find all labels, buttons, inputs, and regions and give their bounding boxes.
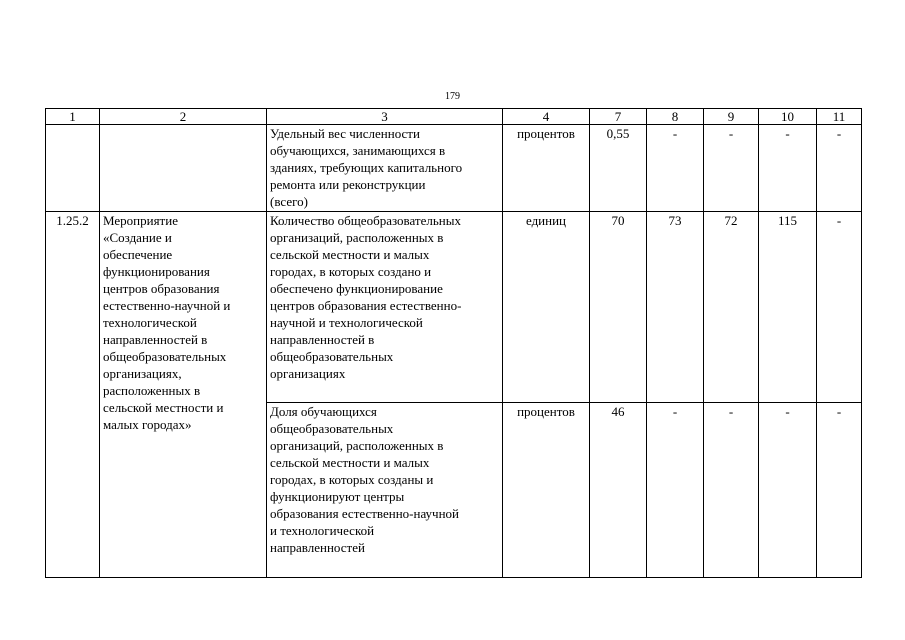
value-cell: 46 [590,403,647,578]
unit-cell: процентов [503,125,590,212]
column-header: 11 [817,109,862,125]
value-cell: - [817,125,862,212]
event-cell: Мероприятие «Создание и обеспечение функционирования центров образования естественно-научной и технологической направленностей в общеобразовательных организациях, расположенных в сельской местности и малых городах» [100,212,267,578]
value-cell: - [817,212,862,403]
value-cell: 72 [704,212,759,403]
indicator-cell: Количество общеобразовательных организаций, расположенных в сельской местности и малых городах, в которых создано и обеспечено функционирование центров образования естественно- научной и технологической направленностей в общеобразовательных организациях [267,212,503,403]
table-row [46,212,862,403]
column-header: 8 [647,109,704,125]
column-header: 2 [100,109,267,125]
code-cell [46,125,100,212]
table-row [46,125,862,212]
value-cell: - [759,403,817,578]
value-cell: - [759,125,817,212]
indicator-cell: Доля обучающихся общеобразовательных организаций, расположенных в сельской местности и малых городах, в которых созданы и функционируют центры образования естественно-научной и технологической направленностей [267,403,503,578]
event-cell [100,125,267,212]
unit-cell: единиц [503,212,590,403]
value-cell: 70 [590,212,647,403]
column-header: 3 [267,109,503,125]
page-number: 179 [445,91,460,102]
unit-cell: процентов [503,403,590,578]
value-cell: 73 [647,212,704,403]
column-header: 1 [46,109,100,125]
value-cell: - [647,403,704,578]
column-header: 7 [590,109,647,125]
column-header: 9 [704,109,759,125]
value-cell: 115 [759,212,817,403]
column-header: 4 [503,109,590,125]
column-header: 10 [759,109,817,125]
value-cell: - [647,125,704,212]
code-cell: 1.25.2 [46,212,100,578]
value-cell: - [704,403,759,578]
table-header-row [46,109,862,125]
indicator-table [45,108,862,578]
value-cell: 0,55 [590,125,647,212]
value-cell: - [704,125,759,212]
value-cell: - [817,403,862,578]
indicator-cell: Удельный вес численности обучающихся, занимающихся в зданиях, требующих капитального ремонта или реконструкции (всего) [267,125,503,212]
